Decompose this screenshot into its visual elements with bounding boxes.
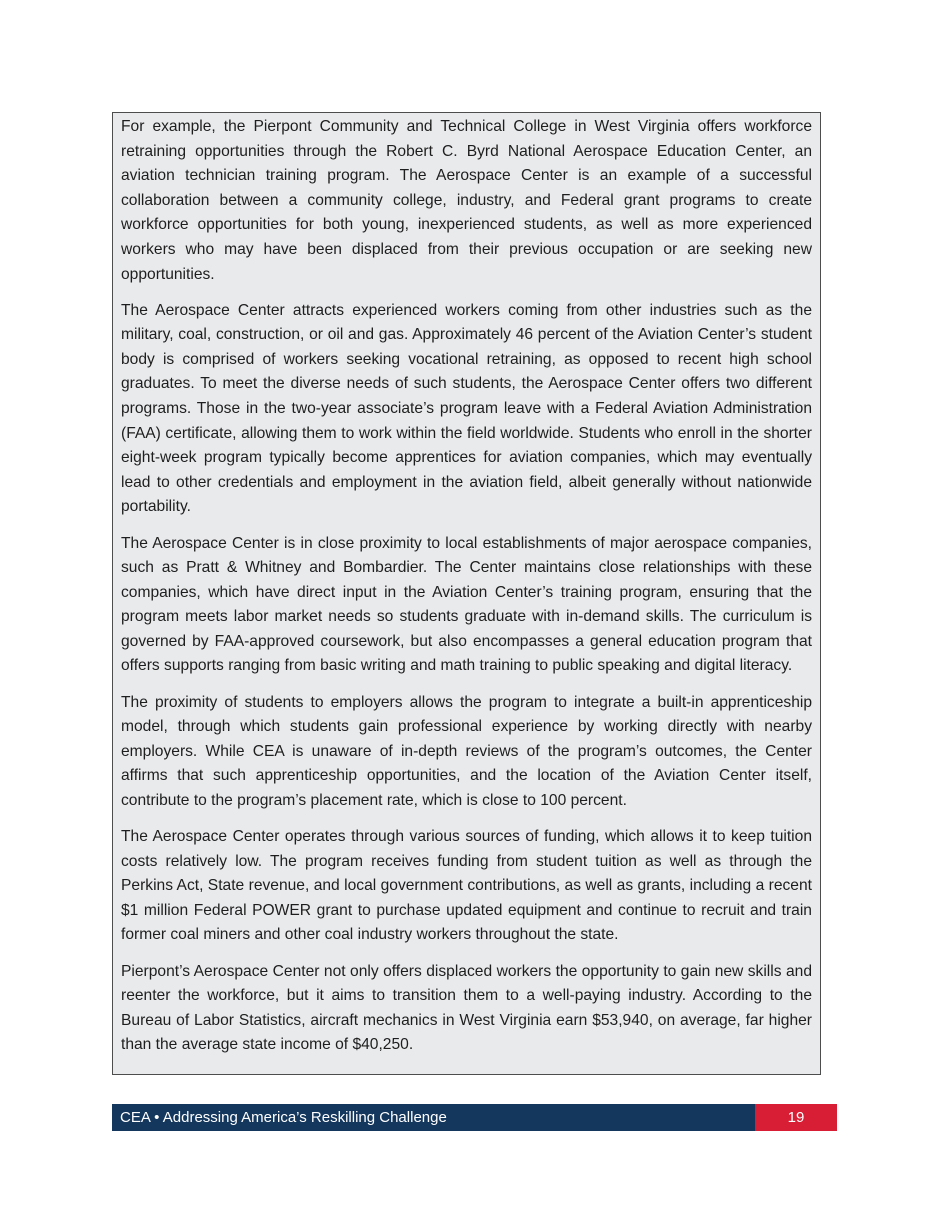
paragraph-pierpont-intro: For example, the Pierpont Community and Technical College in West Virginia offers workforce retraining opportunities through the Robert C. Byrd National Aerospace Education Center, an aviation technician training program. The Aerospace Center is an example of a successful collaboration between a community college, industry, and Federal grant programs to create workforce opportunities for both young, inexperienced students, as well as more experienced workers who may have been displaced from their previous occupation or are seeking new opportunities.	[121, 118, 812, 283]
footer-title: CEA • Addressing America’s Reskilling Challenge	[112, 1104, 755, 1131]
paragraph-experienced-workers: The Aerospace Center attracts experienced workers coming from other industries such as the military, coal, construction, or oil and gas. Approximately 46 percent of the Aviation Center’s student body is comprised of workers seeking vocational retraining, as opposed to recent high school graduates. To meet the diverse needs of such students, the Aerospace Center offers two different programs. Those in the two-year associate’s program leave with a Federal Aviation Administration (FAA) certificate, allowing them to work within the field worldwide. Students who enroll in the shorter eight-week program typically become apprentices for aviation companies, which may eventually lead to other credentials and employment in the aviation field, albeit generally without nationwide portability.	[121, 301, 812, 516]
case-study-box	[112, 112, 821, 1075]
paragraph-outcomes: Pierpont’s Aerospace Center not only offers displaced workers the opportunity to gain new skills and reenter the workforce, but it aims to transition them to a well-paying industry. According to the Bureau of Labor Statistics, aircraft mechanics in West Virginia earn $53,940, on average, far higher than the average state income of $40,250.	[121, 962, 812, 1054]
page-footer	[112, 1104, 837, 1131]
page-number: 19	[755, 1104, 837, 1131]
paragraph-industry-proximity: The Aerospace Center is in close proximity to local establishments of major aerospace companies, such as Pratt & Whitney and Bombardier. The Center maintains close relationships with these companies, which have direct input in the Aviation Center’s training program, ensuring that the program meets labor market needs so students graduate with in-demand skills. The curriculum is governed by FAA-approved coursework, but also encompasses a general education program that offers supports ranging from basic writing and math training to public speaking and digital literacy.	[121, 534, 812, 675]
paragraph-funding: The Aerospace Center operates through various sources of funding, which allows it to keep tuition costs relatively low. The program receives funding from student tuition as well as through the Perkins Act, State revenue, and local government contributions, as well as grants, including a recent $1 million Federal POWER grant to purchase updated equipment and continue to recruit and train former coal miners and other coal industry workers throughout the state.	[121, 828, 812, 944]
paragraph-apprenticeship-model: The proximity of students to employers allows the program to integrate a built-in apprenticeship model, through which students gain professional experience by working directly with nearby employers. While CEA is unaware of in-depth reviews of the program’s outcomes, the Center affirms that such apprenticeship opportunities, and the location of the Aviation Center itself, contribute to the program’s placement rate, which is close to 100 percent.	[121, 693, 812, 809]
